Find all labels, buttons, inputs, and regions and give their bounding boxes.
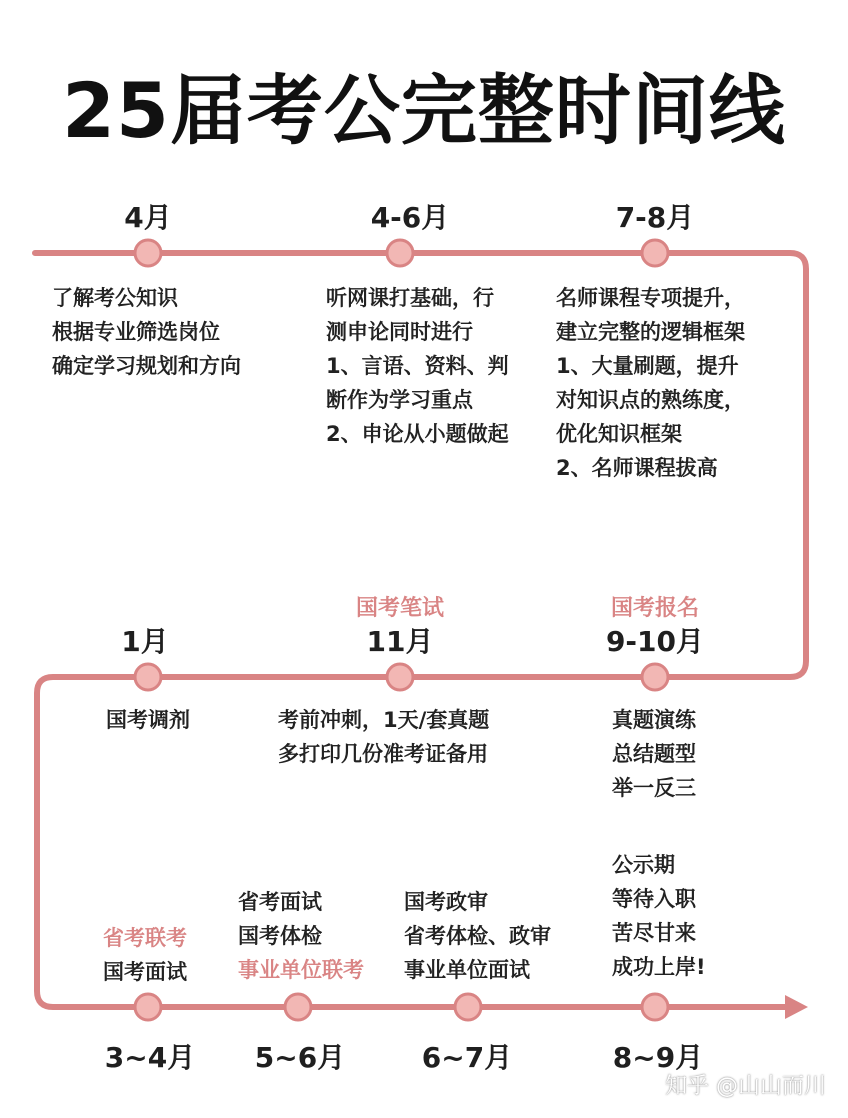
desc-line-accent: 省考联考	[103, 926, 187, 950]
milestone-month-r2-1: 1月	[121, 625, 169, 658]
timeline-dot-4	[135, 664, 161, 690]
desc-line: 名师课程专项提升，	[556, 286, 745, 310]
timeline-dot-3	[642, 240, 668, 266]
milestone-month-r2-2: 11月	[366, 625, 434, 658]
milestone-tag-r2-2: 国考笔试	[355, 596, 444, 621]
desc-line: 对知识点的熟练度，	[556, 388, 745, 412]
milestone-month-r3-2: 5~6月	[254, 1041, 346, 1074]
desc-line: 举一反三	[612, 776, 696, 800]
desc-line: 优化知识框架	[556, 422, 682, 446]
milestone-desc-r1-3	[556, 281, 745, 485]
milestone-month-r1-2: 4-6月	[370, 201, 450, 234]
milestone-desc-r3-4	[612, 848, 706, 984]
desc-line: 了解考公知识	[52, 286, 178, 310]
desc-line: 国考体检	[238, 924, 322, 948]
timeline-dot-5	[387, 664, 413, 690]
watermark: 知乎 @山山而川	[665, 1074, 826, 1099]
milestone-desc-r3-2	[238, 885, 364, 987]
timeline-dot-8	[285, 994, 311, 1020]
milestone-desc-r1-2	[326, 281, 509, 451]
milestone-tag-r2-3: 国考报名	[610, 596, 699, 621]
milestone-month-r2-3: 9-10月	[605, 625, 705, 658]
milestone-month-r1-3: 7-8月	[615, 201, 695, 234]
timeline-dot-7	[135, 994, 161, 1020]
timeline-dot-6	[642, 664, 668, 690]
milestone-month-r1-1: 4月	[124, 201, 172, 234]
desc-line: 国考面试	[103, 960, 187, 984]
milestone-month-r3-1: 3~4月	[104, 1041, 196, 1074]
desc-line: 根据专业筛选岗位	[52, 320, 220, 344]
desc-line: 2、申论从小题做起	[326, 422, 509, 446]
desc-line: 事业单位面试	[404, 958, 530, 982]
timeline-dot-10	[642, 994, 668, 1020]
desc-line: 1、言语、资料、判	[326, 354, 509, 378]
desc-line: 2、名师课程拔高	[556, 456, 718, 480]
desc-line: 听网课打基础，行	[326, 286, 494, 310]
milestone-desc-r3-1	[80, 921, 210, 989]
desc-line: 省考体检、政审	[404, 924, 551, 948]
milestone-month-r3-3: 6~7月	[421, 1041, 513, 1074]
desc-line: 建立完整的逻辑框架	[556, 320, 745, 344]
desc-line: 断作为学习重点	[326, 388, 473, 412]
desc-line: 考前冲刺，1天/套真题	[278, 708, 490, 732]
desc-line: 总结题型	[612, 742, 696, 766]
desc-line: 多打印几份准考证备用	[278, 742, 488, 766]
milestone-desc-r1-1	[52, 281, 241, 383]
milestone-desc-r2-2	[278, 703, 489, 771]
timeline-arrow-head	[785, 995, 808, 1019]
milestone-desc-r3-3	[404, 885, 551, 987]
timeline-dot-9	[455, 994, 481, 1020]
milestone-desc-r2-3	[612, 703, 696, 805]
page-title: 25届考公完整时间线	[62, 66, 786, 155]
timeline-dot-1	[135, 240, 161, 266]
desc-line: 成功上岸!	[612, 955, 706, 979]
milestone-month-r3-4: 8~9月	[612, 1041, 704, 1074]
timeline-dot-2	[387, 240, 413, 266]
desc-line: 测申论同时进行	[326, 320, 473, 344]
desc-line: 省考面试	[238, 890, 322, 914]
milestone-desc-r2-1	[88, 703, 208, 737]
desc-line: 确定学习规划和方向	[52, 354, 241, 378]
desc-line: 等待入职	[612, 887, 696, 911]
desc-line: 真题演练	[612, 708, 696, 732]
desc-line: 国考调剂	[106, 708, 190, 732]
desc-line-accent: 事业单位联考	[238, 958, 364, 982]
desc-line: 国考政审	[404, 890, 488, 914]
desc-line: 公示期	[612, 853, 675, 877]
desc-line: 1、大量刷题，提升	[556, 354, 739, 378]
desc-line: 苦尽甘来	[612, 921, 696, 945]
